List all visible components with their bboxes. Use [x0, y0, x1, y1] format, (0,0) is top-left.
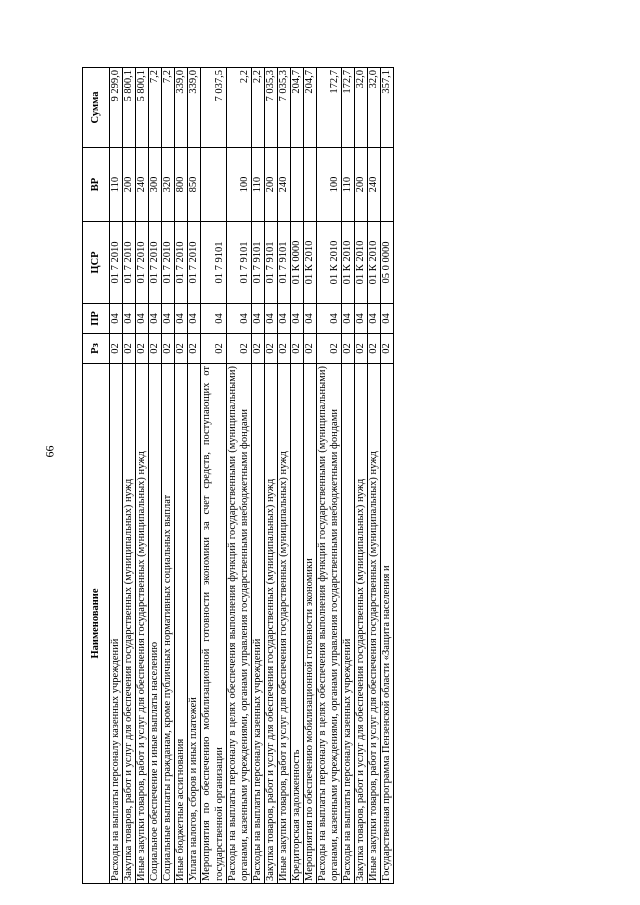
cell-name: Иные закупки товаров, работ и услуг для обеспечения государственных (муниципальных) нужд — [136, 364, 149, 884]
cell-sum: 339,0 — [175, 68, 188, 148]
cell-sum: 172,7 — [317, 68, 342, 148]
cell-rz: 02 — [175, 334, 188, 364]
cell-name: Кредиторская задолженность — [290, 364, 303, 884]
table-row — [381, 68, 394, 884]
table-row — [290, 68, 303, 884]
cell-sum: 204,7 — [290, 68, 303, 148]
cell-csr: 01 7 9101 — [251, 222, 264, 304]
header-csr: ЦСР — [83, 222, 110, 304]
cell-csr: 01 7 2010 — [162, 222, 175, 304]
table-row — [264, 68, 277, 884]
table-row — [162, 68, 175, 884]
cell-csr: 01 7 2010 — [188, 222, 201, 304]
table-row — [368, 68, 381, 884]
cell-csr: 01 К 0000 — [290, 222, 303, 304]
table-row — [251, 68, 264, 884]
cell-csr: 01 7 9101 — [201, 222, 226, 304]
cell-pr: 04 — [175, 304, 188, 334]
cell-rz: 02 — [303, 334, 316, 364]
table-row — [175, 68, 188, 884]
budget-table — [82, 67, 394, 884]
page-number: 66 — [42, 445, 57, 458]
header-rz: Рз — [83, 334, 110, 364]
cell-vr: 240 — [277, 148, 290, 222]
cell-rz: 02 — [188, 334, 201, 364]
header-sum: Сумма — [83, 68, 110, 148]
cell-pr: 04 — [342, 304, 355, 334]
cell-sum: 7 035,3 — [277, 68, 290, 148]
cell-sum: 7 037,5 — [201, 68, 226, 148]
cell-csr: 01 7 9101 — [264, 222, 277, 304]
cell-rz: 02 — [201, 334, 226, 364]
cell-rz: 02 — [136, 334, 149, 364]
cell-sum: 7 035,3 — [264, 68, 277, 148]
cell-vr: 200 — [123, 148, 136, 222]
cell-sum: 339,0 — [188, 68, 201, 148]
cell-pr: 04 — [368, 304, 381, 334]
cell-rz: 02 — [355, 334, 368, 364]
cell-rz: 02 — [251, 334, 264, 364]
cell-rz: 02 — [290, 334, 303, 364]
cell-name: Мероприятия по обеспечению мобилизационной готовности экономики — [303, 364, 316, 884]
table-row — [201, 68, 226, 884]
cell-csr: 01 7 2010 — [175, 222, 188, 304]
cell-vr: 240 — [136, 148, 149, 222]
cell-sum: 172,7 — [342, 68, 355, 148]
cell-pr: 04 — [162, 304, 175, 334]
cell-name: Государственная программа Пензенской области «Защита населения и — [381, 364, 394, 884]
cell-rz: 02 — [264, 334, 277, 364]
cell-csr: 01 К 2010 — [342, 222, 355, 304]
cell-pr: 04 — [226, 304, 251, 334]
cell-name: Расходы на выплаты персоналу казенных учреждений — [251, 364, 264, 884]
cell-vr: 240 — [368, 148, 381, 222]
table-row — [226, 68, 251, 884]
cell-name: Расходы на выплаты персоналу в целях обеспечения выполнения функций государственными (муниципальными) органами, казенными учреждениями, органами управления государственными внебюджетными фондами — [226, 364, 251, 884]
header-name: Наименование — [83, 364, 110, 884]
cell-name: Иные закупки товаров, работ и услуг для обеспечения государственных (муниципальных) нужд — [368, 364, 381, 884]
cell-sum: 7,2 — [162, 68, 175, 148]
header-vr: ВР — [83, 148, 110, 222]
cell-csr: 01 К 2010 — [368, 222, 381, 304]
table-body — [110, 68, 394, 884]
cell-pr: 04 — [303, 304, 316, 334]
cell-name: Социальное обеспечение и иные выплаты населению — [149, 364, 162, 884]
cell-rz: 02 — [162, 334, 175, 364]
cell-sum: 5 800,1 — [123, 68, 136, 148]
cell-vr: 300 — [149, 148, 162, 222]
cell-pr: 04 — [136, 304, 149, 334]
cell-name: Иные бюджетные ассигнования — [175, 364, 188, 884]
cell-csr: 05 0 0000 — [381, 222, 394, 304]
cell-rz: 02 — [368, 334, 381, 364]
cell-vr: 110 — [251, 148, 264, 222]
cell-pr: 04 — [355, 304, 368, 334]
budget-table-container — [82, 68, 394, 884]
cell-csr: 01 7 9101 — [277, 222, 290, 304]
cell-vr — [381, 148, 394, 222]
cell-csr: 01 К 2010 — [355, 222, 368, 304]
table-row — [149, 68, 162, 884]
cell-sum: 9 299,0 — [110, 68, 123, 148]
cell-name: Расходы на выплаты персоналу в целях обеспечения выполнения функций государственными (муниципальными) органами, казенными учреждениями, органами управления государственными внебюджетными фондами — [317, 364, 342, 884]
cell-rz: 02 — [123, 334, 136, 364]
cell-vr — [201, 148, 226, 222]
cell-pr: 04 — [264, 304, 277, 334]
table-row — [317, 68, 342, 884]
cell-vr: 100 — [317, 148, 342, 222]
cell-rz: 02 — [317, 334, 342, 364]
cell-vr: 100 — [226, 148, 251, 222]
cell-vr: 200 — [264, 148, 277, 222]
table-row — [188, 68, 201, 884]
cell-csr: 01 К 2010 — [303, 222, 316, 304]
cell-name: Мероприятия по обеспечению мобилизационной готовности экономики за счет средств, поступающих от государственной организации — [201, 364, 226, 884]
cell-sum: 7,2 — [149, 68, 162, 148]
cell-sum: 357,1 — [381, 68, 394, 148]
table-row — [136, 68, 149, 884]
cell-pr: 04 — [123, 304, 136, 334]
cell-vr: 110 — [110, 148, 123, 222]
cell-name: Уплата налогов, сборов и иных платежей — [188, 364, 201, 884]
cell-rz: 02 — [277, 334, 290, 364]
cell-csr: 01 7 9101 — [226, 222, 251, 304]
cell-vr: 200 — [355, 148, 368, 222]
cell-vr — [303, 148, 316, 222]
cell-pr: 04 — [201, 304, 226, 334]
table-row — [123, 68, 136, 884]
cell-vr: 850 — [188, 148, 201, 222]
cell-pr: 04 — [110, 304, 123, 334]
cell-rz: 02 — [381, 334, 394, 364]
cell-rz: 02 — [226, 334, 251, 364]
cell-sum: 32,0 — [355, 68, 368, 148]
cell-name: Закупка товаров, работ и услуг для обеспечения государственных (муниципальных) нужд — [123, 364, 136, 884]
cell-csr: 01 К 2010 — [317, 222, 342, 304]
cell-vr — [290, 148, 303, 222]
cell-vr: 110 — [342, 148, 355, 222]
cell-pr: 04 — [381, 304, 394, 334]
cell-pr: 04 — [277, 304, 290, 334]
table-row — [110, 68, 123, 884]
cell-csr: 01 7 2010 — [149, 222, 162, 304]
cell-vr: 800 — [175, 148, 188, 222]
cell-name: Расходы на выплаты персоналу казенных учреждений — [342, 364, 355, 884]
cell-rz: 02 — [342, 334, 355, 364]
cell-pr: 04 — [317, 304, 342, 334]
cell-rz: 02 — [110, 334, 123, 364]
cell-pr: 04 — [188, 304, 201, 334]
table-row — [342, 68, 355, 884]
table-row — [277, 68, 290, 884]
header-pr: ПР — [83, 304, 110, 334]
cell-sum: 2,2 — [251, 68, 264, 148]
cell-csr: 01 7 2010 — [136, 222, 149, 304]
cell-csr: 01 7 2010 — [110, 222, 123, 304]
cell-sum: 2,2 — [226, 68, 251, 148]
cell-vr: 320 — [162, 148, 175, 222]
table-header-row — [83, 68, 110, 884]
cell-rz: 02 — [149, 334, 162, 364]
cell-csr: 01 7 2010 — [123, 222, 136, 304]
cell-pr: 04 — [290, 304, 303, 334]
cell-sum: 5 800,1 — [136, 68, 149, 148]
cell-pr: 04 — [251, 304, 264, 334]
cell-sum: 204,7 — [303, 68, 316, 148]
cell-name: Закупка товаров, работ и услуг для обеспечения государственных (муниципальных) нужд — [264, 364, 277, 884]
cell-name: Социальные выплаты гражданам, кроме публичных нормативных социальных выплат — [162, 364, 175, 884]
table-row — [355, 68, 368, 884]
cell-pr: 04 — [149, 304, 162, 334]
cell-name: Закупка товаров, работ и услуг для обеспечения государственных (муниципальных) нужд — [355, 364, 368, 884]
cell-name: Расходы на выплаты персоналу казенных учреждений — [110, 364, 123, 884]
cell-name: Иные закупки товаров, работ и услуг для обеспечения государственных (муниципальных) нужд — [277, 364, 290, 884]
cell-sum: 32,0 — [368, 68, 381, 148]
table-row — [303, 68, 316, 884]
